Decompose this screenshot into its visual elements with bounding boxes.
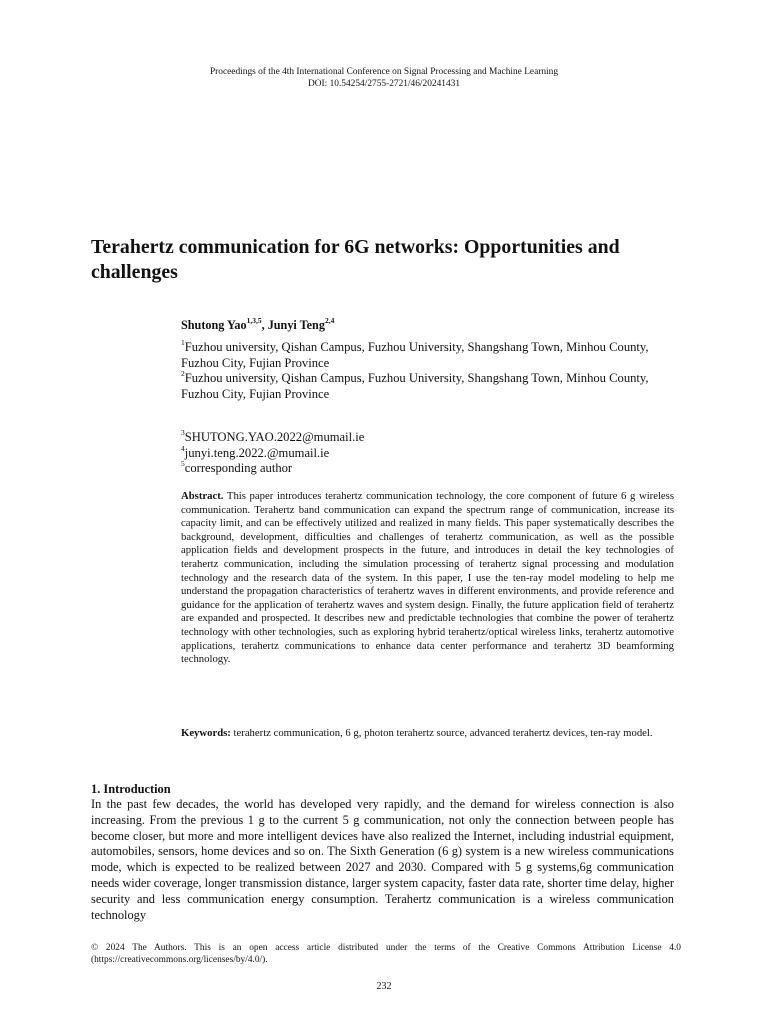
affiliation-sup: 2 — [181, 369, 185, 379]
section-heading-introduction: 1. Introduction — [91, 782, 171, 796]
section-body-introduction: In the past few decades, the world has developed very rapidly, and the demand for wireless connection is also increasing. From the previous 1 g to the current 5 g communication, not only the connection between people has become closer, but more and more intelligent devices have also realized the Internet, including industrial equipment, automobiles, sensors, home devices and so on. The Sixth Generation (6 g) system is a new wireless communications mode, which is expected to be realized between 2027 and 2030. Compared with 5 g systems,6g communication needs wider coverage, longer transmission distance, larger system capacity, faster data rate, shorter time delay, higher security and less communication energy consumption. Terahertz communication is a wireless communication technology — [91, 797, 674, 922]
keywords — [181, 727, 674, 741]
affiliation-sup: 1 — [181, 338, 185, 348]
author-affil-sup: 2,4 — [324, 316, 335, 326]
conference-line: Proceedings of the 4th International Conference on Signal Processing and Machine Learning — [209, 67, 559, 77]
contact-list — [181, 430, 681, 477]
abstract-text: This paper introduces terahertz communication technology, the core component of future 6 g wireless communication. Terahertz band communication can expand the spectrum range of communication, increase its capacity limit, and can be effectively utilized and realized in many fields. This paper systematically describes the background, development, difficulties and challenges of terahertz communication, as well as the possible application fields and development prospects in the future, and introduces in detail the key technologies of terahertz communication, including the simulation processing of terahertz signal processing and modulation technology and the research data of the system. In this paper, I use the ten-ray model modeling to help me understand the propagation characteristics of terahertz waves in different environments, and provide reference and guidance for the application of terahertz waves and system design. Finally, the future application field of terahertz are expanded and prospected. It describes new and predictable technologies that combine the power of terahertz technology with other technologies, such as exploring hybrid terahertz/optical wireless links, terahertz automotive applications, terahertz communications to enhance data center performance and terahertz 3D beamforming technology. — [181, 490, 674, 666]
contact-sup: 5 — [181, 459, 185, 469]
contact-item — [181, 430, 681, 446]
contact-sup: 4 — [181, 443, 185, 453]
doi-line: DOI: 10.54254/2755-2721/46/20241431 — [307, 78, 461, 89]
affiliation-item — [181, 371, 681, 402]
affiliation-text: Fuzhou university, Qishan Campus, Fuzhou University, Shangshang Town, Minhou County, Fuzhou City, Fujian Province — [181, 371, 649, 401]
affiliation-list — [181, 340, 681, 402]
contact-item — [181, 461, 681, 477]
page-number: 232 — [376, 981, 392, 992]
running-header — [0, 67, 768, 90]
author-affil-sup: 1,3,5 — [246, 316, 262, 326]
contact-email: SHUTONG.YAO.2022@mumail.ie — [184, 430, 365, 444]
abstract-label: Abstract. — [181, 490, 224, 502]
paper-title: Terahertz communication for 6G networks: Opportunities and challenges — [91, 236, 620, 283]
author-name: Junyi Teng — [267, 318, 325, 332]
contact-sup: 3 — [181, 428, 185, 438]
keywords-label: Keywords: — [181, 727, 231, 739]
license-footer: © 2024 The Authors. This is an open access article distributed under the terms of the Creative Commons Attribution License 4.0 (https://creativecommons.org/licenses/by/4.0/). — [91, 943, 681, 965]
contact-note: corresponding author — [184, 461, 293, 475]
keywords-text: terahertz communication, 6 g, photon terahertz source, advanced terahertz devices, ten-ray model. — [230, 727, 653, 739]
author-separator: , — [261, 318, 268, 332]
abstract — [181, 490, 674, 667]
contact-email: junyi.teng.2022.@mumail.ie — [184, 445, 330, 460]
contact-item — [181, 443, 681, 462]
affiliation-item — [181, 340, 681, 371]
author-list — [181, 318, 334, 333]
affiliation-text: Fuzhou university, Qishan Campus, Fuzhou University, Shangshang Town, Minhou County, Fuzhou City, Fujian Province — [181, 340, 649, 370]
author-name: Shutong Yao — [181, 318, 247, 332]
